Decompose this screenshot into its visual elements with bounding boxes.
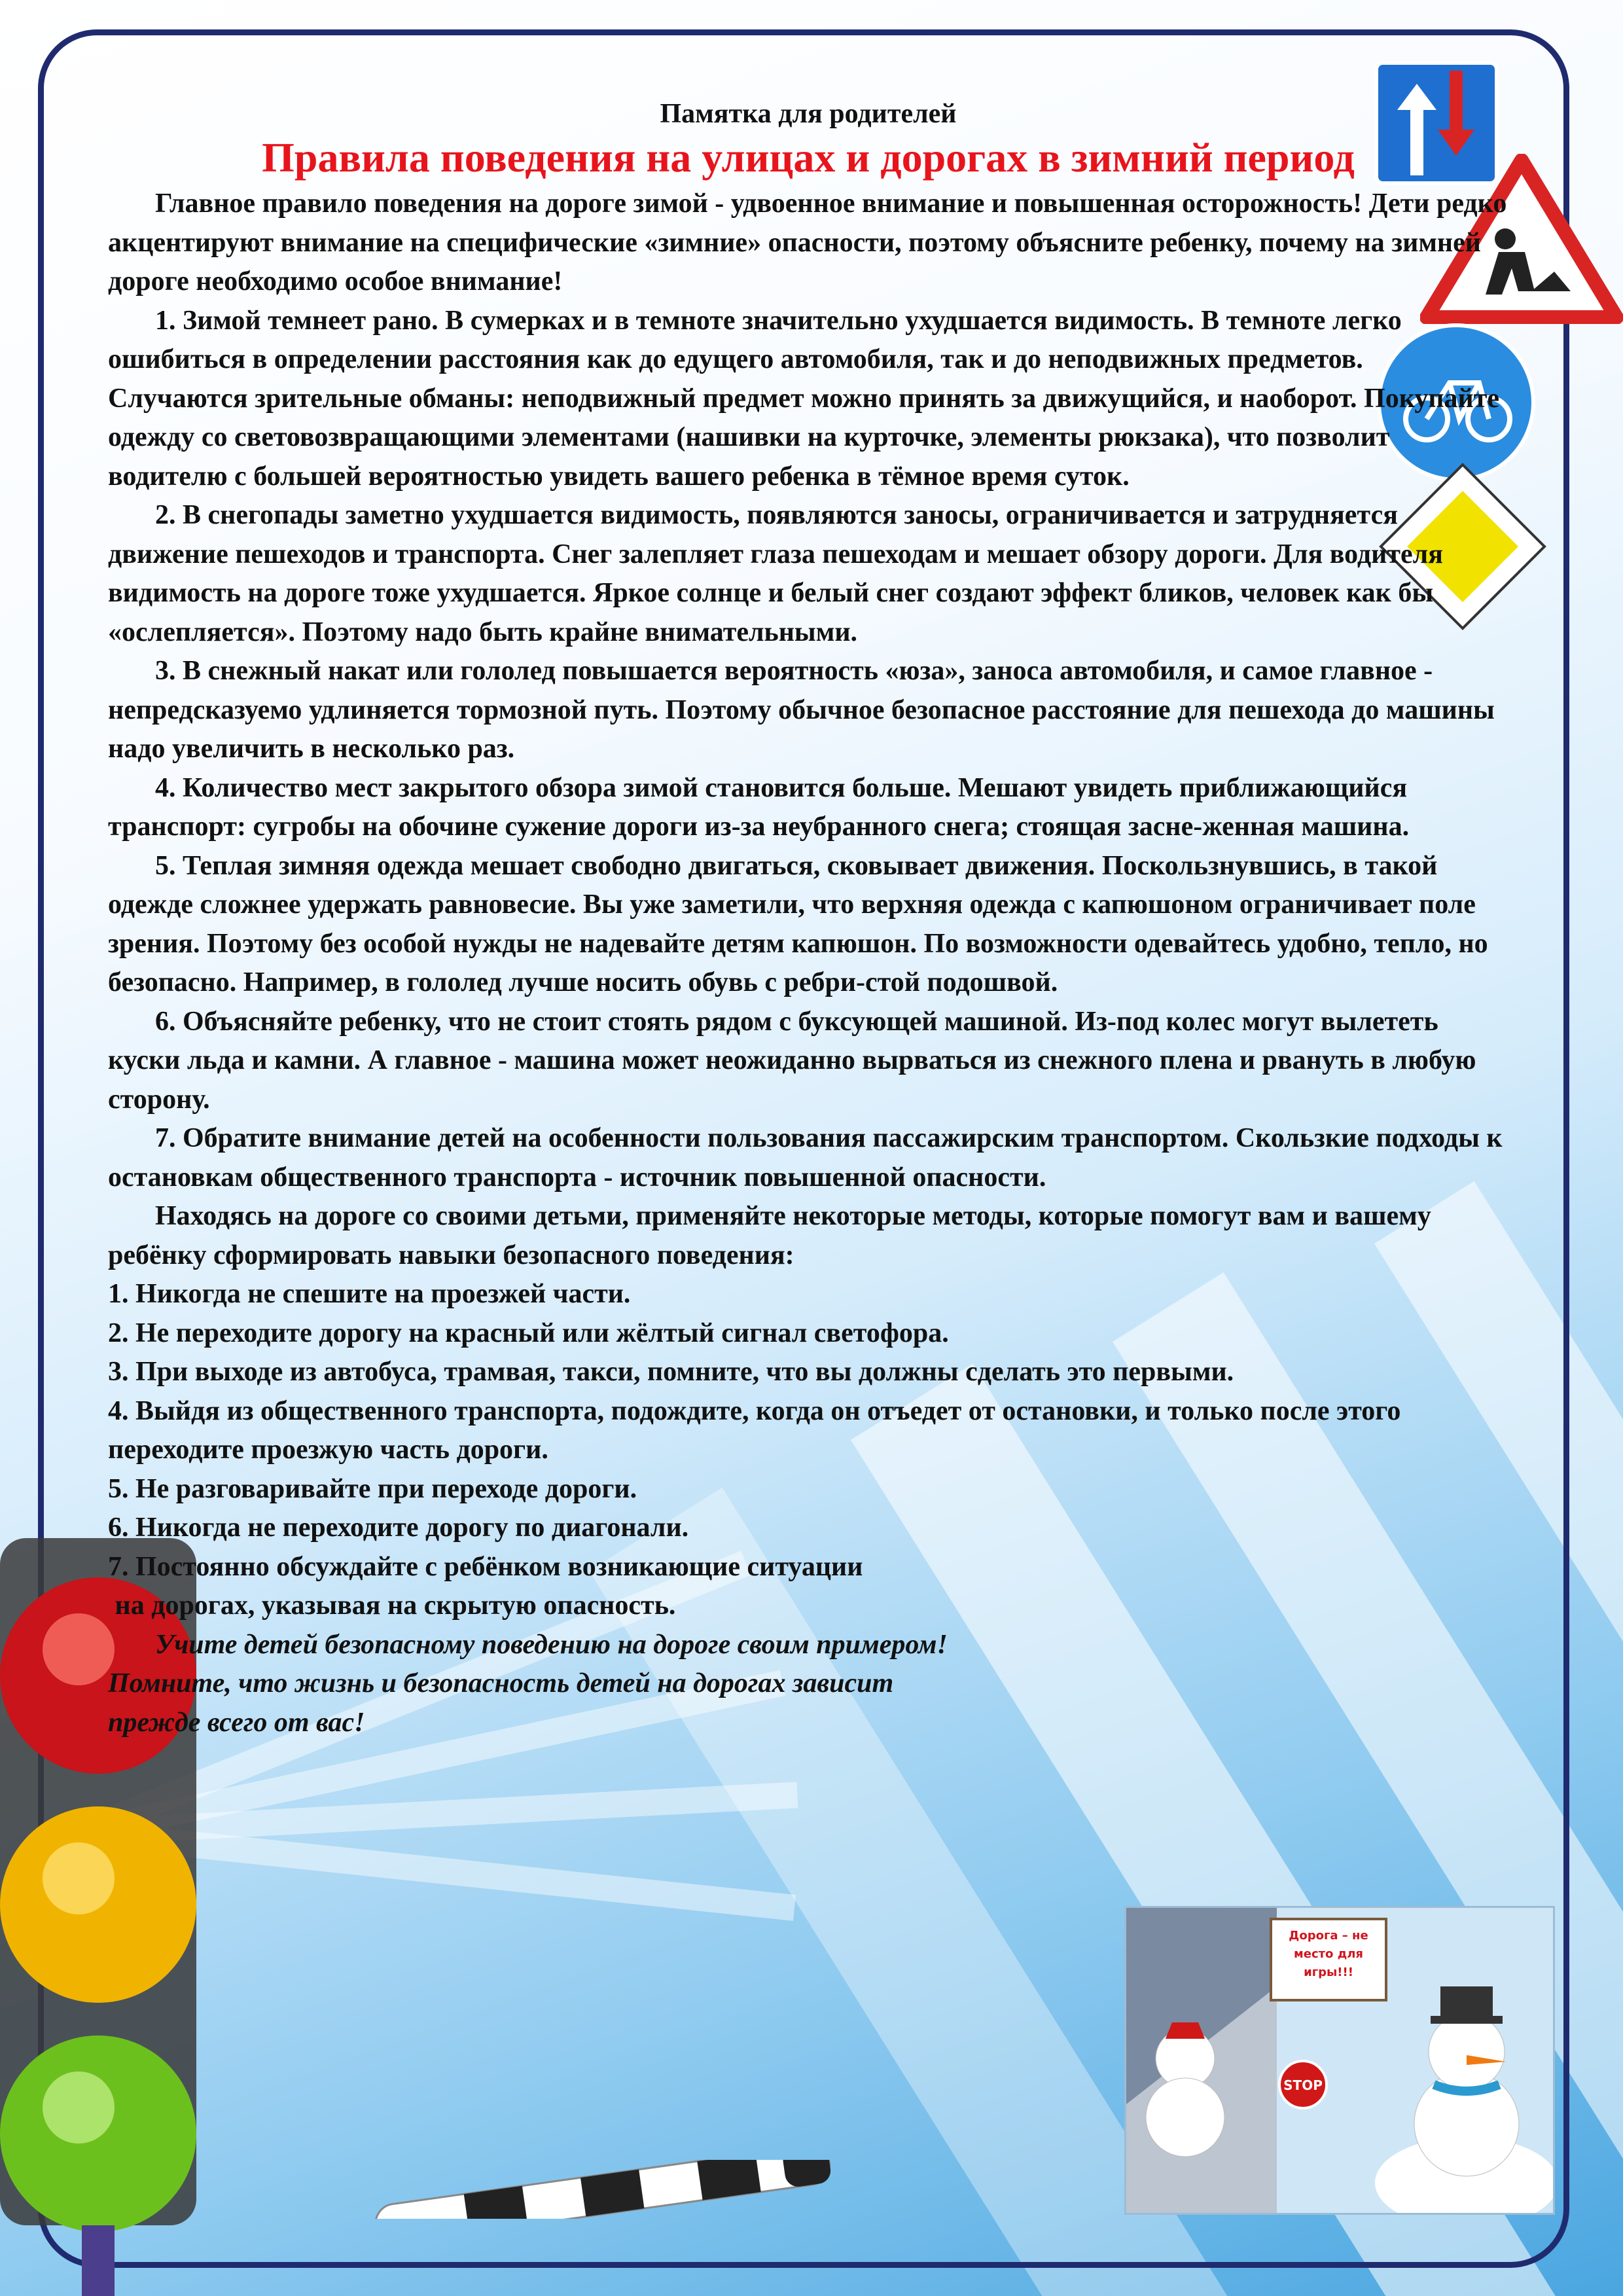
rule-paragraph-6: 6. Объясняйте ребенку, что не стоит стоять рядом с буксующей машиной. Из-под колес могут вылететь куски льда и камни. А главное - машина может неожиданно вырваться из снежного плена и рвануть в любую сторону. [108,1006,1476,1115]
poster-sign: Дорога – не место для игры!!! [1270,1918,1387,2001]
traffic-baton-icon [366,2160,864,2219]
method-item: 2. Не переходите дорогу на красный или жёлтый сигнал светофора. [108,1318,949,1348]
rule-paragraph-7: 7. Обратите внимание детей на особенности пользования пассажирским транспортом. Скользкие подходы к остановкам общественного транспорта - источник повышенной опасности. [108,1123,1503,1193]
rule-paragraph-4: 4. Количество мест закрытого обзора зимой становится больше. Мешают увидеть приближающийся транспорт: сугробы на обочине сужение дороги из-за неубранного снега; стоящая засне-женная машина. [108,772,1410,842]
rule-paragraph-2: 2. В снегопады заметно ухудшается видимость, появляются заносы, ограничивается и затрудняется движение пешеходов и транспорта. Снег залепляет глаза пешеходам и мешает обзору дороги. Для водителя видимость на дороге тоже ухудшается. Яркое солнце и белый снег создают эффект бликов, человек как бы «ослепляется». Поэтому надо быть крайне внимательными. [108,500,1443,647]
closing-line: Помните, что жизнь и безопасность детей на дорогах зависит [108,1668,894,1699]
rule-paragraph-3: 3. В снежный накат или гололед повышается вероятность «юза», заноса автомобиля, и самое главное - непредсказуемо удлиняется тормозной путь. Поэтому обычное безопасное расстояние для пешехода до машины надо увеличить в несколько раз. [108,656,1495,764]
method-item: на дорогах, указывая на скрытую опасность. [108,1590,676,1621]
method-item: 3. При выходе из автобуса, трамвая, такси, помните, что вы должны сделать это первыми. [108,1357,1234,1388]
closing-line: прежде всего от вас! [108,1707,365,1738]
method-item: 7. Постоянно обсуждайте с ребёнком возникающие ситуации [108,1551,863,1582]
rule-paragraph-1: 1. Зимой темнеет рано. В сумерках и в темноте значительно ухудшается видимость. В темноте легко ошибиться в определении расстояния как до едущего автомобиля, так и до неподвижных предметов. Случаются зрительные обманы: неподвижный предмет можно принять за движущийся, и наоборот. Покупайте одежду со световозвращающими элементами (нашивки на курточке, элементы рюкзака), что позволит водителю с большей вероятностью увидеть вашего ребенка в тёмное время суток. [108,305,1500,492]
stop-sign-text: STOP [1283,2077,1323,2093]
memo-title: Правила поведения на улицах и дорогах в зимний период [262,134,1355,181]
memo-content [108,98,1508,1742]
method-item: 5. Не разговаривайте при переходе дороги. [108,1473,637,1504]
intro-paragraph: Главное правило поведения на дороге зимой - удвоенное внимание и повышенная осторожность! Дети редко акцентируют внимание на специфические «зимние» опасности, поэтому объясните ребенку, почему на зимней дороге необходимо особое внимание! [108,188,1507,297]
method-item: 1. Никогда не спешите на проезжей части. [108,1279,631,1310]
methods-intro-paragraph: Находясь на дороге со своими детьми, применяйте некоторые методы, которые помогут вам и вашему ребёнку сформировать навыки безопасного поведения: [108,1201,1431,1270]
method-item: 6. Никогда не переходите дорогу по диагонали. [108,1513,689,1543]
method-item: 4. Выйдя из общественного транспорта, подождите, когда он отъедет от остановки, и только после этого переходите проезжую часть дороги. [108,1395,1401,1465]
rule-paragraph-5: 5. Теплая зимняя одежда мешает свободно двигаться, сковывает движения. Поскользнувшись, в такой одежде сложнее удержать равновесие. Вы уже заметили, что верхняя одежда с капюшоном ограничивает поле зрения. Поэтому без особой нужды не надевайте детям капюшон. По возможности одевайтесь удобно, тепло, но безопасно. Например, в гололед лучше носить обувь с ребри-стой подошвой. [108,850,1488,998]
memo-subtitle: Памятка для родителей [660,99,957,129]
closing-line: Учите детей безопасному поведению на дороге своим примером! [155,1629,948,1660]
